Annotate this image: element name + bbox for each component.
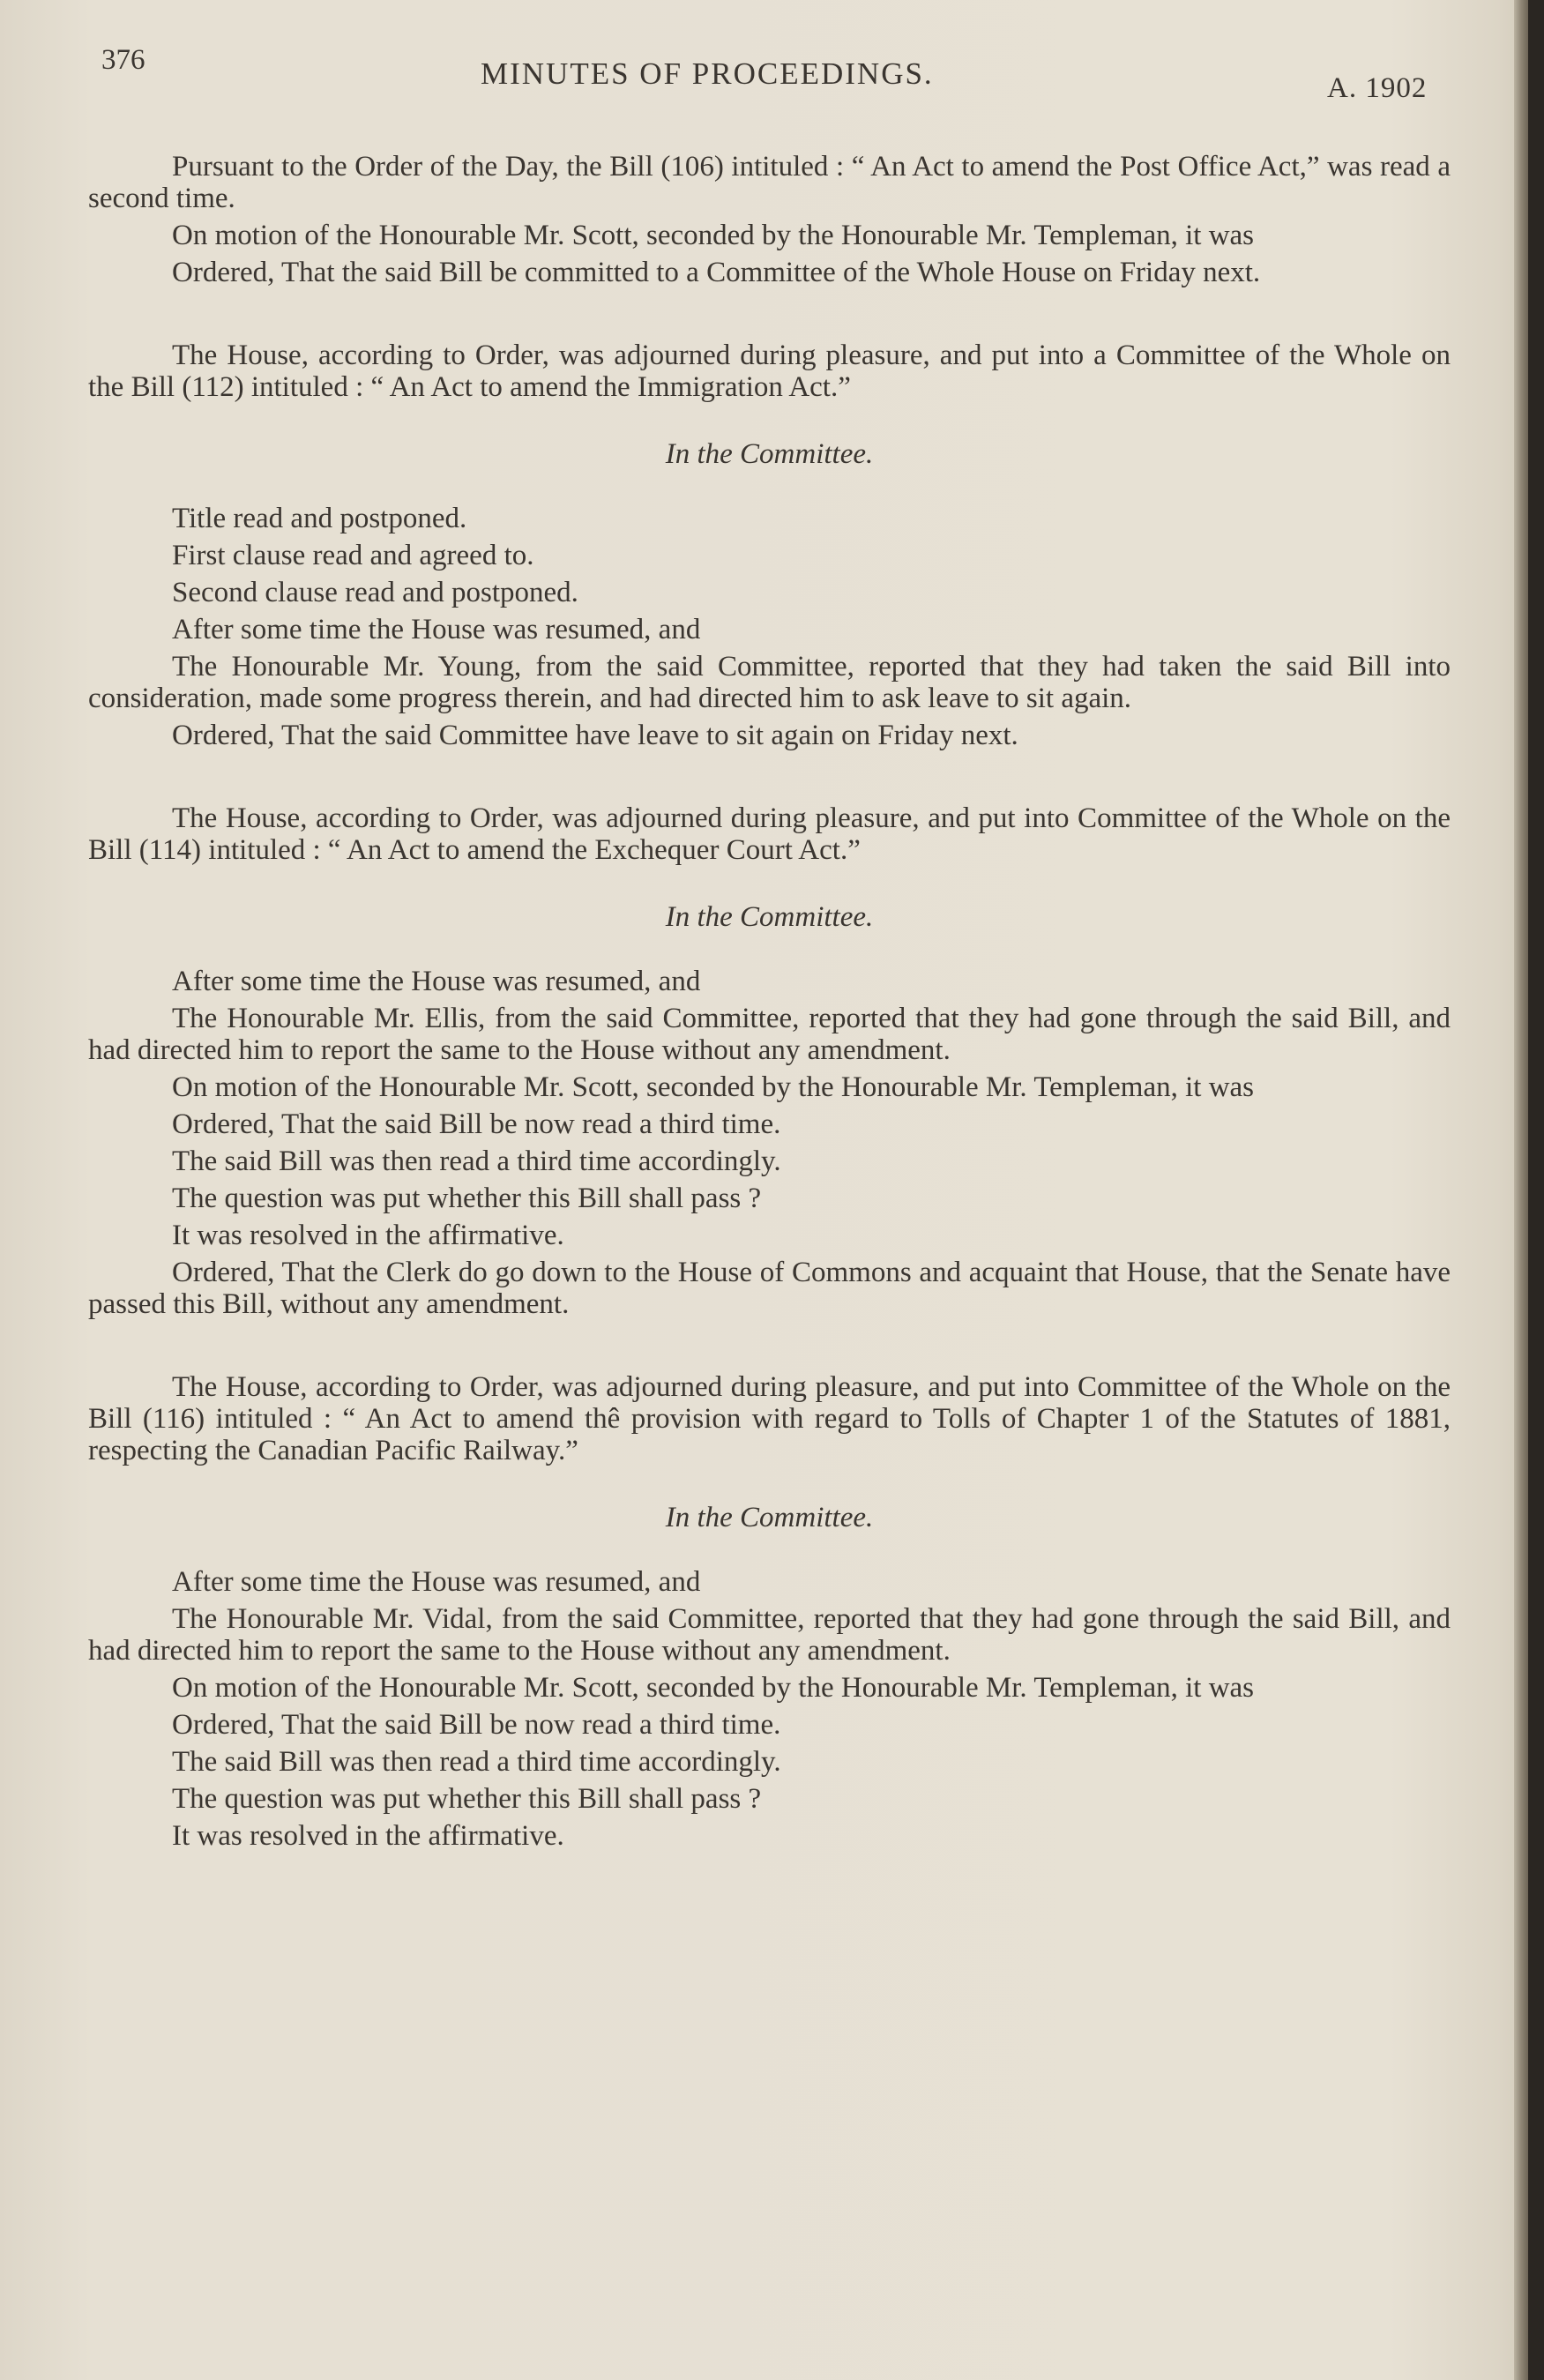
paragraph: Ordered, That the said Bill be now read a third time.	[172, 1709, 781, 1741]
paragraph: After some time the House was resumed, and	[172, 614, 701, 645]
paragraph: After some time the House was resumed, and	[172, 966, 701, 997]
bill-106-section	[88, 151, 1451, 288]
committee-heading: In the Committee.	[665, 901, 874, 933]
paragraph: Pursuant to the Order of the Day, the Bill (106) intituled : “ An Act to amend the Post Office Act,” was read a second time.	[88, 151, 1451, 214]
paragraph: The Honourable Mr. Vidal, from the said Committee, reported that they had gone through the said Bill, and had directed him to report the same to the House without any amendment.	[88, 1603, 1451, 1667]
paragraph: The question was put whether this Bill shall pass ?	[172, 1183, 762, 1214]
paragraph: After some time the House was resumed, and	[172, 1566, 701, 1598]
paragraph: It was resolved in the affirmative.	[172, 1220, 564, 1251]
paragraph: It was resolved in the affirmative.	[172, 1820, 564, 1852]
bill-116-section	[88, 1371, 1451, 1852]
page-binding	[1514, 0, 1528, 2380]
paragraph: Second clause read and postponed.	[172, 577, 578, 608]
bill-114-section	[88, 802, 1451, 1320]
paragraph: The House, according to Order, was adjourned during pleasure, and put into Committee of the Whole on the Bill (116) intituled : “ An Act to amend thê provision with regard to Tolls of Chapter 1 of the Statutes of 1881, respecting the Canadian Pacific Railway.”	[88, 1371, 1451, 1466]
paragraph: Ordered, That the said Bill be now read a third time.	[172, 1108, 781, 1140]
paragraph: The House, according to Order, was adjourned during pleasure, and put into Committee of the Whole on the Bill (114) intituled : “ An Act to amend the Exchequer Court Act.”	[88, 802, 1451, 866]
paragraph: Ordered, That the said Bill be committed to a Committee of the Whole House on Friday next.	[172, 257, 1261, 288]
paragraph: Ordered, That the Clerk do go down to the House of Commons and acquaint that House, that the Senate have passed this Bill, without any amendment.	[88, 1257, 1451, 1320]
paragraph: The said Bill was then read a third time accordingly.	[172, 1746, 781, 1778]
bill-112-section	[88, 339, 1451, 751]
paragraph: The House, according to Order, was adjourned during pleasure, and put into a Committee of the Whole on the Bill (112) intituled : “ An Act to amend the Immigration Act.”	[88, 339, 1451, 403]
page-header	[0, 44, 1544, 115]
paragraph: Title read and postponed.	[172, 503, 467, 534]
running-title: MINUTES OF PROCEEDINGS.	[481, 56, 934, 91]
paragraph: The Honourable Mr. Ellis, from the said Committee, reported that they had gone through the said Bill, and had directed him to report the same to the House without any amendment.	[88, 1003, 1451, 1066]
minutes-body	[88, 145, 1451, 1852]
paragraph: The said Bill was then read a third time accordingly.	[172, 1145, 781, 1177]
paragraph: The question was put whether this Bill shall pass ?	[172, 1783, 762, 1815]
paragraph: The Honourable Mr. Young, from the said Committee, reported that they had taken the said Bill into consideration, made some progress therein, and had directed him to ask leave to sit again.	[88, 651, 1451, 714]
paragraph: On motion of the Honourable Mr. Scott, seconded by the Honourable Mr. Templeman, it was	[172, 1672, 1255, 1704]
committee-heading: In the Committee.	[665, 1502, 874, 1533]
paragraph: First clause read and agreed to.	[172, 540, 534, 571]
paragraph: On motion of the Honourable Mr. Scott, seconded by the Honourable Mr. Templeman, it was	[172, 220, 1255, 251]
committee-heading: In the Committee.	[665, 438, 874, 470]
paragraph: Ordered, That the said Committee have leave to sit again on Friday next.	[172, 720, 1018, 751]
paragraph: On motion of the Honourable Mr. Scott, seconded by the Honourable Mr. Templeman, it was	[172, 1071, 1255, 1103]
page-number: 376	[101, 44, 145, 76]
session-label: A. 1902	[1327, 72, 1428, 104]
page-edge	[1528, 0, 1544, 2380]
